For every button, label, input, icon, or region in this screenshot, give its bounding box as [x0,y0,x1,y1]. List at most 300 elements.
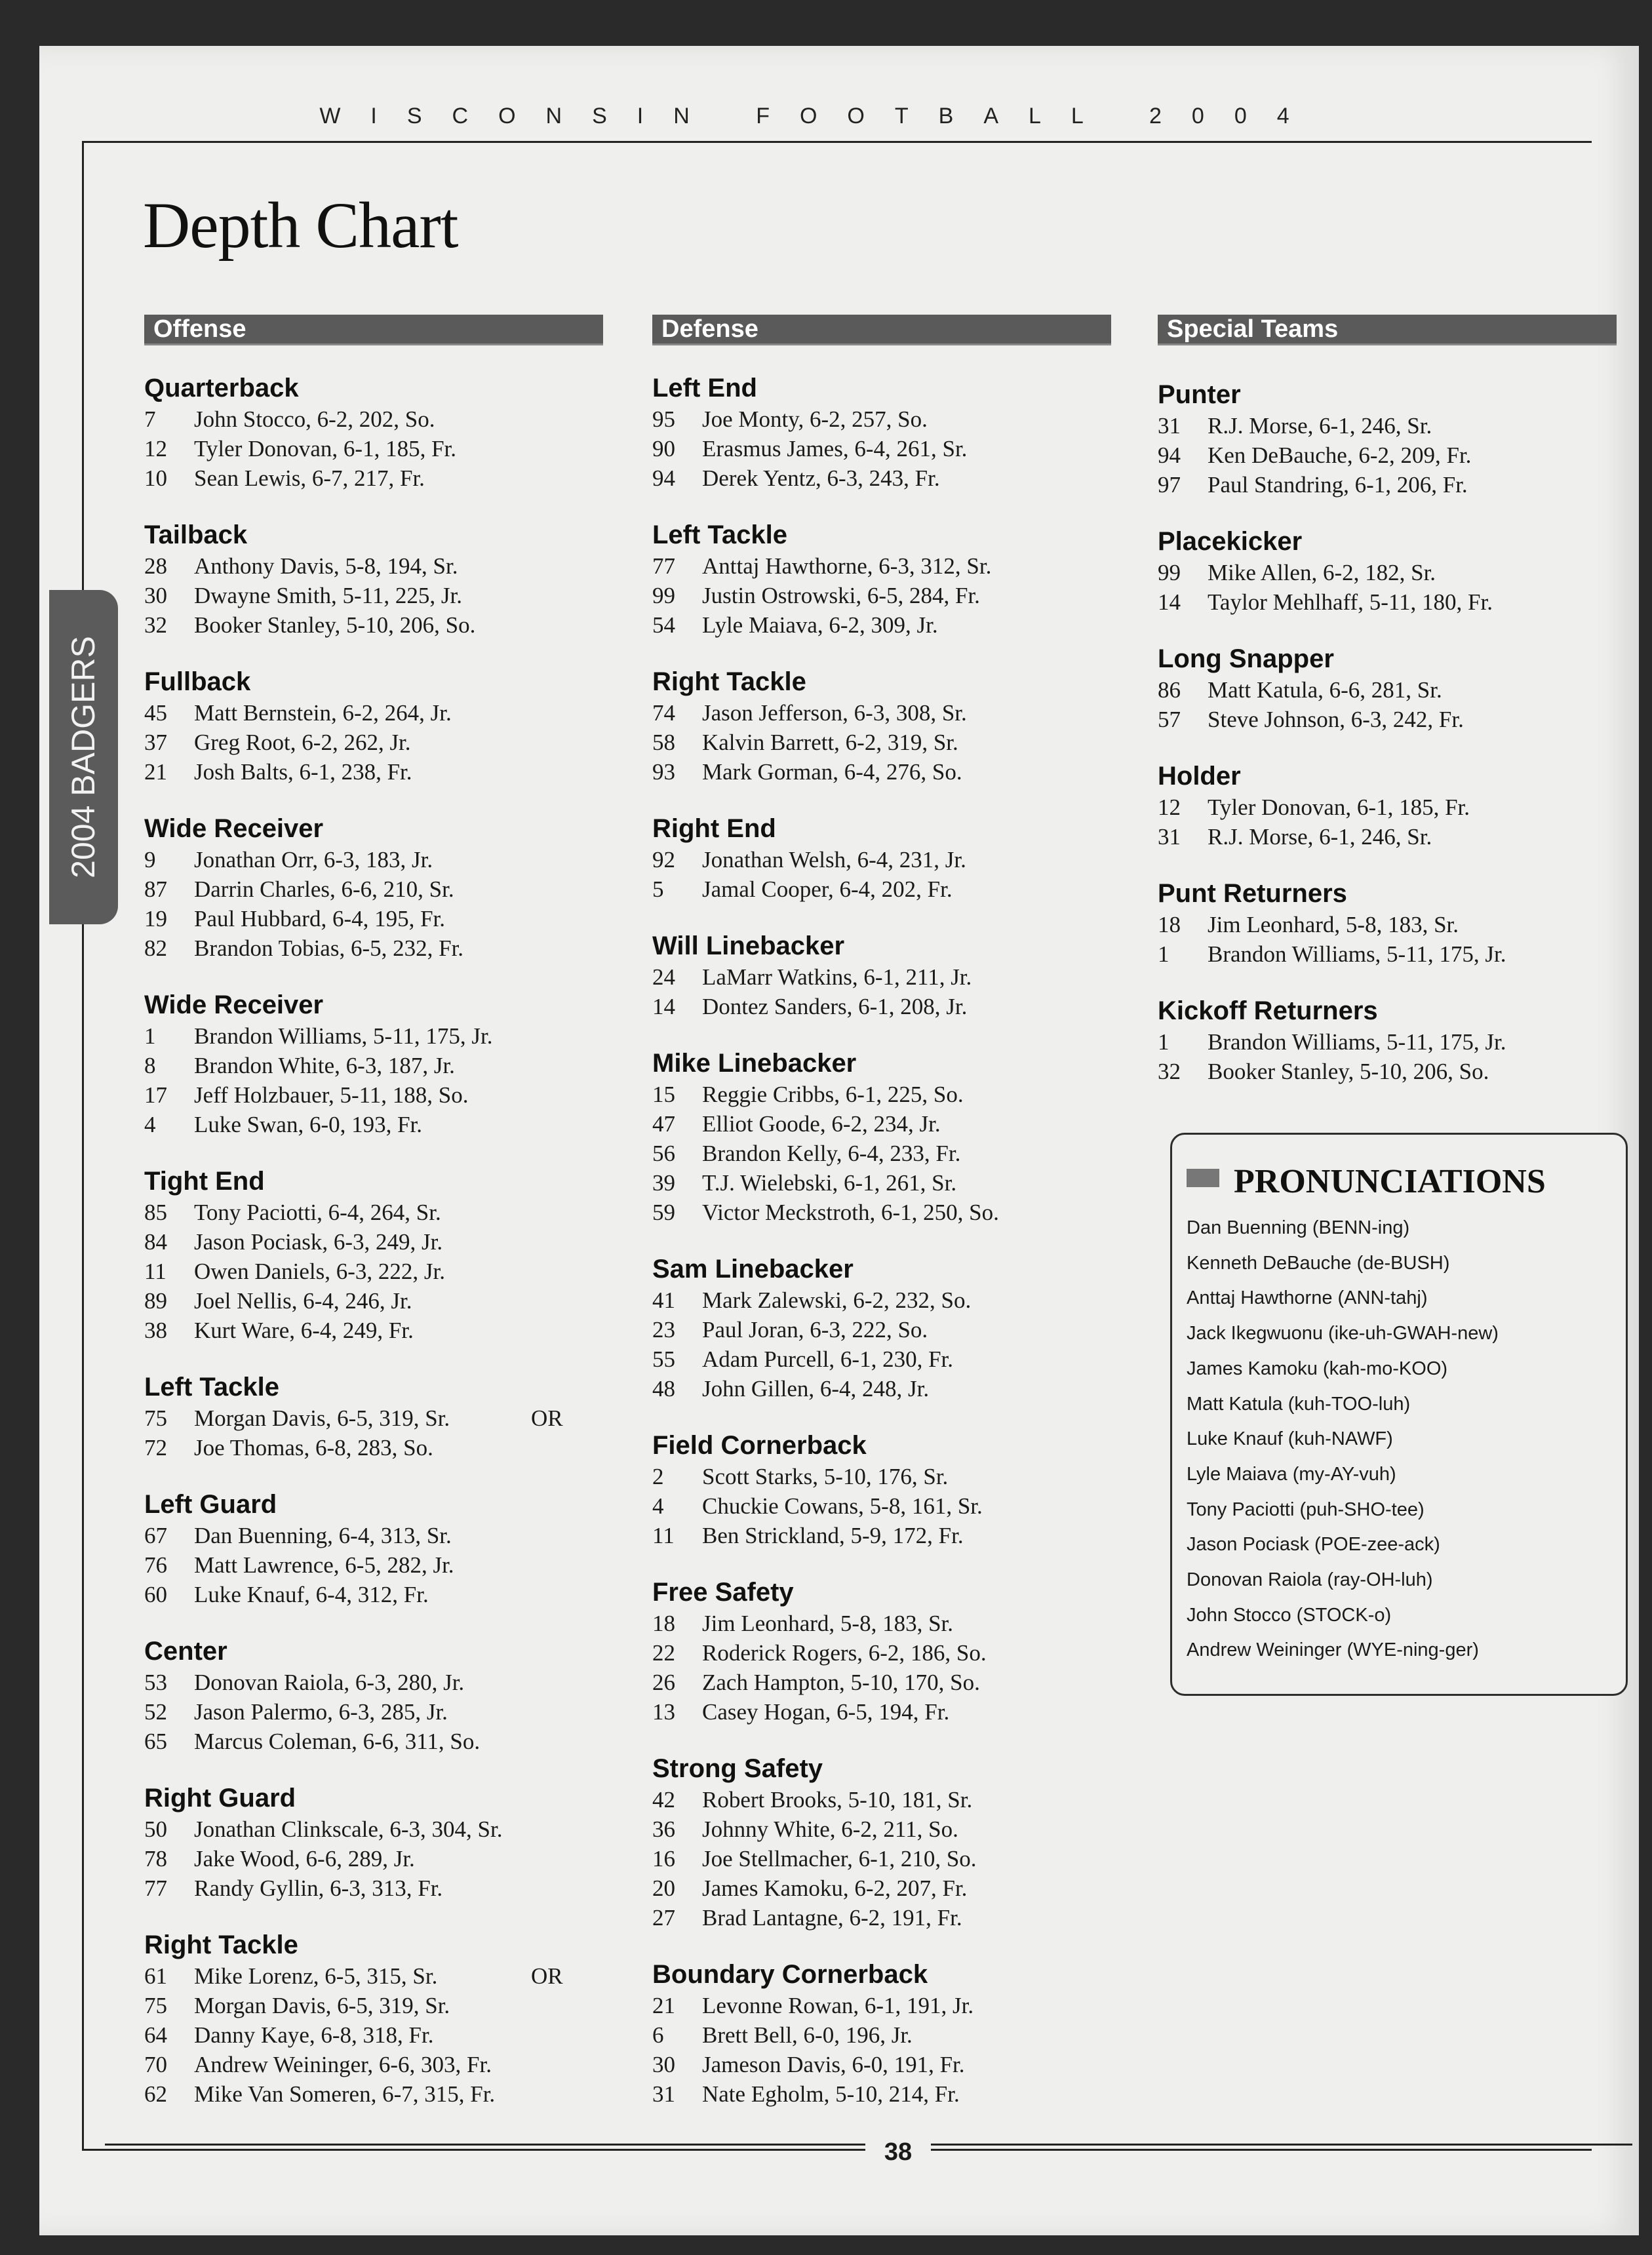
jersey-number: 9 [144,847,156,873]
jersey-number: 54 [652,612,675,638]
position-group [652,1429,1111,1550]
player-info: Brandon Tobias, 6-5, 232, Fr. [194,935,464,961]
jersey-number: 75 [144,1405,167,1431]
position-group [652,1047,1111,1227]
player-row [144,933,603,963]
player-row [652,757,1111,787]
player-row [652,1668,1111,1697]
player-row [652,1198,1111,1227]
player-info: Tyler Donovan, 6-1, 185, Fr. [194,436,457,461]
position-group [1158,994,1617,1086]
jersey-number: 55 [652,1346,675,1372]
player-info: Adam Purcell, 6-1, 230, Fr. [702,1346,954,1372]
player-info: Anthony Davis, 5-8, 194, Sr. [194,553,458,579]
position-group [1158,760,1617,852]
player-info: John Stocco, 6-2, 202, So. [194,406,435,432]
player-row [144,845,603,874]
player-info: Jim Leonhard, 5-8, 183, Sr. [702,1611,954,1636]
player-info: Paul Hubbard, 6-4, 195, Fr. [194,906,446,931]
pronunciation-item: Lyle Maiava (my-AY-vuh) [1187,1463,1396,1485]
player-info: Anttaj Hawthorne, 6-3, 312, Sr. [702,553,992,579]
pronunciation-item: Donovan Raiola (ray-OH-luh) [1187,1569,1433,1591]
player-info: Andrew Weininger, 6-6, 303, Fr. [194,2052,492,2077]
player-info: Luke Knauf, 6-4, 312, Fr. [194,1582,429,1607]
player-row [144,1961,603,1991]
player-info: Jake Wood, 6-6, 289, Jr. [194,1846,415,1872]
offense-positions [144,372,603,2109]
jersey-number: 65 [144,1729,167,1754]
jersey-number: 4 [652,1493,664,1519]
player-info: Josh Balts, 6-1, 238, Fr. [194,759,412,785]
jersey-number: 1 [1158,941,1170,967]
player-info: Matt Bernstein, 6-2, 264, Jr. [194,700,452,726]
player-row [144,1873,603,1903]
offense-column [144,315,603,2134]
player-row [1158,1027,1617,1057]
special-teams-positions [1158,378,1617,1086]
player-info: Tyler Donovan, 6-1, 185, Fr. [1208,794,1470,820]
jersey-number: 36 [652,1816,675,1842]
position-title: Right Tackle [652,667,806,696]
position-title: Mike Linebacker [652,1049,857,1078]
position-group [144,1165,603,1345]
jersey-number: 53 [144,1670,167,1695]
player-row [652,463,1111,493]
pronunciations-box [1170,1133,1628,1696]
jersey-number: 97 [1158,472,1181,498]
player-info: Mike Van Someren, 6-7, 315, Fr. [194,2081,496,2107]
position-group [652,1253,1111,1403]
player-info: Joe Thomas, 6-8, 283, So. [194,1435,433,1461]
player-row [652,434,1111,463]
pronunciation-item: Kenneth DeBauche (de-BUSH) [1187,1252,1450,1274]
player-row [144,1814,603,1844]
jersey-number: 17 [144,1082,167,1108]
player-info: James Kamoku, 6-2, 207, Fr. [702,1875,968,1901]
pronunciation-item: John Stocco (STOCK-o) [1187,1604,1392,1626]
player-row [652,610,1111,640]
position-group [652,930,1111,1021]
player-info: LaMarr Watkins, 6-1, 211, Jr. [702,964,972,990]
player-info: Jonathan Clinkscale, 6-3, 304, Sr. [194,1816,503,1842]
jersey-number: 32 [144,612,167,638]
jersey-number: 8 [144,1053,156,1078]
player-info: Johnny White, 6-2, 211, So. [702,1816,958,1842]
position-group [652,665,1111,787]
square-bullet-icon [1187,1169,1219,1187]
jersey-number: 26 [652,1670,675,1695]
player-row [144,1668,603,1697]
player-info: Elliot Goode, 6-2, 234, Jr. [702,1111,941,1137]
player-row [652,1168,1111,1198]
player-row [144,1991,603,2020]
player-info: Darrin Charles, 6-6, 210, Sr. [194,876,454,902]
player-info: Marcus Coleman, 6-6, 311, So. [194,1729,481,1754]
jersey-number: 32 [1158,1059,1181,1084]
jersey-number: 94 [1158,442,1181,468]
player-info: Ben Strickland, 5-9, 172, Fr. [702,1523,964,1548]
jersey-number: 15 [652,1082,675,1107]
position-title: Will Linebacker [652,931,845,960]
player-info: Joe Stellmacher, 6-1, 210, So. [702,1846,977,1872]
player-info: Jamal Cooper, 6-4, 202, Fr. [702,876,953,902]
jersey-number: 11 [652,1523,675,1548]
player-row [652,1638,1111,1668]
jersey-number: 31 [1158,824,1181,850]
jersey-number: 52 [144,1699,167,1725]
jersey-number: 18 [652,1611,675,1636]
player-row [144,1257,603,1286]
player-row [652,404,1111,434]
player-row [652,992,1111,1021]
jersey-number: 30 [652,2052,675,2077]
player-info: Jim Leonhard, 5-8, 183, Sr. [1208,912,1459,937]
position-title: Sam Linebacker [652,1255,854,1284]
position-title: Left Guard [144,1490,277,1519]
position-group [652,1958,1111,2109]
jersey-number: 86 [1158,677,1181,703]
player-row [652,1462,1111,1491]
player-info: Matt Katula, 6-6, 281, Sr. [1208,677,1442,703]
player-info: Nate Egholm, 5-10, 214, Fr. [702,2081,960,2107]
player-row [652,1697,1111,1727]
player-info: Paul Standring, 6-1, 206, Fr. [1208,472,1468,498]
page-number: 38 [865,2138,931,2167]
position-group [652,1752,1111,1932]
jersey-number: 28 [144,553,167,579]
player-info: Greg Root, 6-2, 262, Jr. [194,730,411,755]
position-group [144,1635,603,1756]
player-info: Robert Brooks, 5-10, 181, Sr. [702,1787,973,1813]
jersey-number: 39 [652,1170,675,1196]
jersey-number: 7 [144,406,156,432]
player-row [144,1403,603,1433]
player-row [652,1285,1111,1315]
position-group [144,989,603,1139]
jersey-number: 12 [144,436,167,461]
player-row [652,728,1111,757]
player-info: Brett Bell, 6-0, 196, Jr. [702,2022,913,2048]
player-info: R.J. Morse, 6-1, 246, Sr. [1208,413,1432,439]
player-info: Derek Yentz, 6-3, 243, Fr. [702,465,940,491]
player-info: Steve Johnson, 6-3, 242, Fr. [1208,707,1464,732]
position-title: Right Tackle [144,1931,298,1959]
player-row [652,2050,1111,2079]
player-info: Mark Zalewski, 6-2, 232, So. [702,1287,972,1313]
player-info: T.J. Wielebski, 6-1, 261, Sr. [702,1170,957,1196]
player-row [652,581,1111,610]
player-row [144,463,603,493]
player-row [144,1316,603,1345]
jersey-number: 38 [144,1318,167,1343]
player-info: Brandon Williams, 5-11, 175, Jr. [1208,1029,1506,1055]
player-row [1158,705,1617,734]
player-row [652,1814,1111,1844]
jersey-number: 61 [144,1963,167,1989]
jersey-number: 47 [652,1111,675,1137]
player-row [144,1550,603,1580]
jersey-number: 95 [652,406,675,432]
jersey-number: 23 [652,1317,675,1343]
player-info: Danny Kaye, 6-8, 318, Fr. [194,2022,434,2048]
jersey-number: 22 [652,1640,675,1666]
player-row [1158,1057,1617,1086]
position-title: Center [144,1637,227,1666]
position-group [144,812,603,963]
pronunciation-item: Anttaj Hawthorne (ANN-tahj) [1187,1287,1428,1309]
position-title: Boundary Cornerback [652,1960,928,1989]
jersey-number: 74 [652,700,675,726]
or-label: OR [531,1405,563,1431]
position-title: Right Guard [144,1784,296,1813]
player-info: Taylor Mehlhaff, 5-11, 180, Fr. [1208,589,1493,615]
jersey-number: 90 [652,436,675,461]
player-info: Brandon Kelly, 6-4, 233, Fr. [702,1141,961,1166]
player-row [652,551,1111,581]
jersey-number: 24 [652,964,675,990]
jersey-number: 5 [652,876,664,902]
jersey-number: 1 [144,1023,156,1049]
jersey-number: 93 [652,759,675,785]
player-info: Jameson Davis, 6-0, 191, Fr. [702,2052,965,2077]
position-title: Strong Safety [652,1754,823,1783]
position-title: Punter [1158,380,1241,409]
jersey-number: 20 [652,1875,675,1901]
side-tab [49,590,118,924]
player-row [1158,675,1617,705]
player-info: Joe Monty, 6-2, 257, So. [702,406,928,432]
player-row [1158,470,1617,500]
player-row [144,404,603,434]
position-group [652,1576,1111,1727]
player-row [144,551,603,581]
jersey-number: 12 [1158,794,1181,820]
player-info: Levonne Rowan, 6-1, 191, Jr. [702,1993,974,2018]
player-info: Justin Ostrowski, 6-5, 284, Fr. [702,583,980,608]
jersey-number: 77 [652,553,675,579]
player-row [144,698,603,728]
pronunciation-item: Dan Buenning (BENN-ing) [1187,1217,1410,1238]
player-info: Reggie Cribbs, 6-1, 225, So. [702,1082,964,1107]
player-info: Sean Lewis, 6-7, 217, Fr. [194,465,425,491]
player-info: Booker Stanley, 5-10, 206, So. [1208,1059,1489,1084]
position-title: Left Tackle [652,520,787,549]
player-row [652,1374,1111,1403]
jersey-number: 21 [144,759,167,785]
player-info: Randy Gyllin, 6-3, 313, Fr. [194,1875,443,1901]
position-group [144,1488,603,1609]
player-info: Morgan Davis, 6-5, 319, Sr. [194,1405,450,1431]
player-info: Jonathan Orr, 6-3, 183, Jr. [194,847,433,873]
position-group [144,372,603,493]
jersey-number: 85 [144,1200,167,1225]
jersey-number: 21 [652,1993,675,2018]
player-row [144,2050,603,2079]
player-row [144,1727,603,1756]
jersey-number: 84 [144,1229,167,1255]
jersey-number: 70 [144,2052,167,2077]
player-info: Tony Paciotti, 6-4, 264, Sr. [194,1200,441,1225]
jersey-number: 41 [652,1287,675,1313]
player-info: Jason Jefferson, 6-3, 308, Sr. [702,700,967,726]
defense-positions [652,372,1111,2109]
jersey-number: 13 [652,1699,675,1725]
or-label: OR [531,1963,563,1989]
player-info: Chuckie Cowans, 5-8, 161, Sr. [702,1493,983,1519]
player-info: Matt Lawrence, 6-5, 282, Jr. [194,1552,454,1578]
player-row [144,1080,603,1110]
position-group [652,372,1111,493]
jersey-number: 94 [652,465,675,491]
player-row [652,845,1111,874]
special-teams-header: Special Teams [1158,315,1617,345]
player-row [652,874,1111,904]
jersey-number: 57 [1158,707,1181,732]
jersey-number: 19 [144,906,167,931]
position-group [144,1782,603,1903]
player-row [144,2020,603,2050]
jersey-number: 11 [144,1259,167,1284]
jersey-number: 76 [144,1552,167,1578]
player-row [652,962,1111,992]
player-row [652,1491,1111,1521]
player-row [144,1433,603,1462]
jersey-number: 6 [652,2022,664,2048]
player-row [144,581,603,610]
player-row [1158,822,1617,852]
player-row [652,1315,1111,1344]
running-head: WISCONSIN FOOTBALL 2004 [319,104,1320,128]
player-row [144,1227,603,1257]
jersey-number: 72 [144,1435,167,1461]
player-info: R.J. Morse, 6-1, 246, Sr. [1208,824,1432,850]
player-row [144,434,603,463]
player-row [1158,910,1617,939]
jersey-number: 27 [652,1905,675,1931]
position-title: Holder [1158,762,1241,791]
position-title: Wide Receiver [144,814,324,843]
player-info: Mike Allen, 6-2, 182, Sr. [1208,560,1436,585]
player-row [1158,558,1617,587]
player-row [144,1521,603,1550]
jersey-number: 10 [144,465,167,491]
player-row [144,1198,603,1227]
player-info: Erasmus James, 6-4, 261, Sr. [702,436,968,461]
offense-header: Offense [144,315,603,345]
jersey-number: 2 [652,1464,664,1489]
position-title: Right End [652,814,776,843]
pronunciation-item: Andrew Weininger (WYE-ning-ger) [1187,1639,1479,1661]
player-info: Brandon White, 6-3, 187, Jr. [194,1053,455,1078]
player-info: Victor Meckstroth, 6-1, 250, So. [702,1200,999,1225]
player-info: Brandon Williams, 5-11, 175, Jr. [194,1023,493,1049]
player-row [1158,793,1617,822]
player-info: Scott Starks, 5-10, 176, Sr. [702,1464,949,1489]
position-title: Tailback [144,520,248,549]
position-title: Free Safety [652,1578,794,1607]
player-row [144,728,603,757]
player-info: Jeff Holzbauer, 5-11, 188, So. [194,1082,469,1108]
jersey-number: 77 [144,1875,167,1901]
position-title: Placekicker [1158,527,1303,556]
player-row [144,610,603,640]
pronunciation-item: Jason Pociask (POE-zee-ack) [1187,1534,1440,1556]
player-info: Brad Lantagne, 6-2, 191, Fr. [702,1905,962,1931]
player-info: Paul Joran, 6-3, 222, So. [702,1317,928,1343]
player-row [144,1580,603,1609]
position-group [652,519,1111,640]
position-title: Punt Returners [1158,879,1347,908]
player-row [652,1609,1111,1638]
special-teams-column [1158,315,1617,1112]
jersey-number: 78 [144,1846,167,1872]
pronunciation-item: Tony Paciotti (puh-SHO-tee) [1187,1499,1425,1520]
position-title: Quarterback [144,374,299,402]
jersey-number: 4 [144,1112,156,1137]
player-row [144,874,603,904]
player-row [652,1109,1111,1139]
jersey-number: 87 [144,876,167,902]
page-title: Depth Chart [143,189,458,262]
player-row [1158,587,1617,617]
jersey-number: 14 [652,994,675,1019]
position-title: Long Snapper [1158,644,1334,673]
jersey-number: 18 [1158,912,1181,937]
player-row [652,1344,1111,1374]
jersey-number: 37 [144,730,167,755]
player-row [144,1697,603,1727]
jersey-number: 56 [652,1141,675,1166]
player-info: Dan Buenning, 6-4, 313, Sr. [194,1523,452,1548]
position-title: Fullback [144,667,251,696]
position-group [1158,642,1617,734]
player-info: Donovan Raiola, 6-3, 280, Jr. [194,1670,465,1695]
pronunciation-item: James Kamoku (kah-mo-KOO) [1187,1358,1448,1379]
pronunciations-title-text: PRONUNCIATIONS [1234,1163,1546,1200]
jersey-number: 92 [652,847,675,873]
position-group [144,519,603,640]
player-info: Mark Gorman, 6-4, 276, So. [702,759,962,785]
player-row [652,1991,1111,2020]
jersey-number: 59 [652,1200,675,1225]
player-row [144,904,603,933]
player-info: Lyle Maiava, 6-2, 309, Jr. [702,612,938,638]
pronunciation-item: Luke Knauf (kuh-NAWF) [1187,1428,1393,1450]
player-row [652,2020,1111,2050]
player-info: Zach Hampton, 5-10, 170, So. [702,1670,980,1695]
player-info: Booker Stanley, 5-10, 206, So. [194,612,476,638]
pronunciation-item: Jack Ikegwuonu (ike-uh-GWAH-new) [1187,1323,1499,1344]
jersey-number: 58 [652,730,675,755]
position-title: Wide Receiver [144,990,324,1019]
jersey-number: 30 [144,583,167,608]
player-row [652,1903,1111,1932]
player-info: Joel Nellis, 6-4, 246, Jr. [194,1288,412,1314]
player-row [652,1521,1111,1550]
player-row [652,1873,1111,1903]
position-group [1158,877,1617,969]
player-info: Brandon Williams, 5-11, 175, Jr. [1208,941,1506,967]
position-title: Left End [652,374,757,402]
player-row [144,1844,603,1873]
player-row [652,1844,1111,1873]
jersey-number: 75 [144,1993,167,2018]
player-info: Kalvin Barrett, 6-2, 319, Sr. [702,730,958,755]
pronunciations-title [1187,1162,1546,1201]
player-row [144,1110,603,1139]
defense-column [652,315,1111,2134]
jersey-number: 50 [144,1816,167,1842]
